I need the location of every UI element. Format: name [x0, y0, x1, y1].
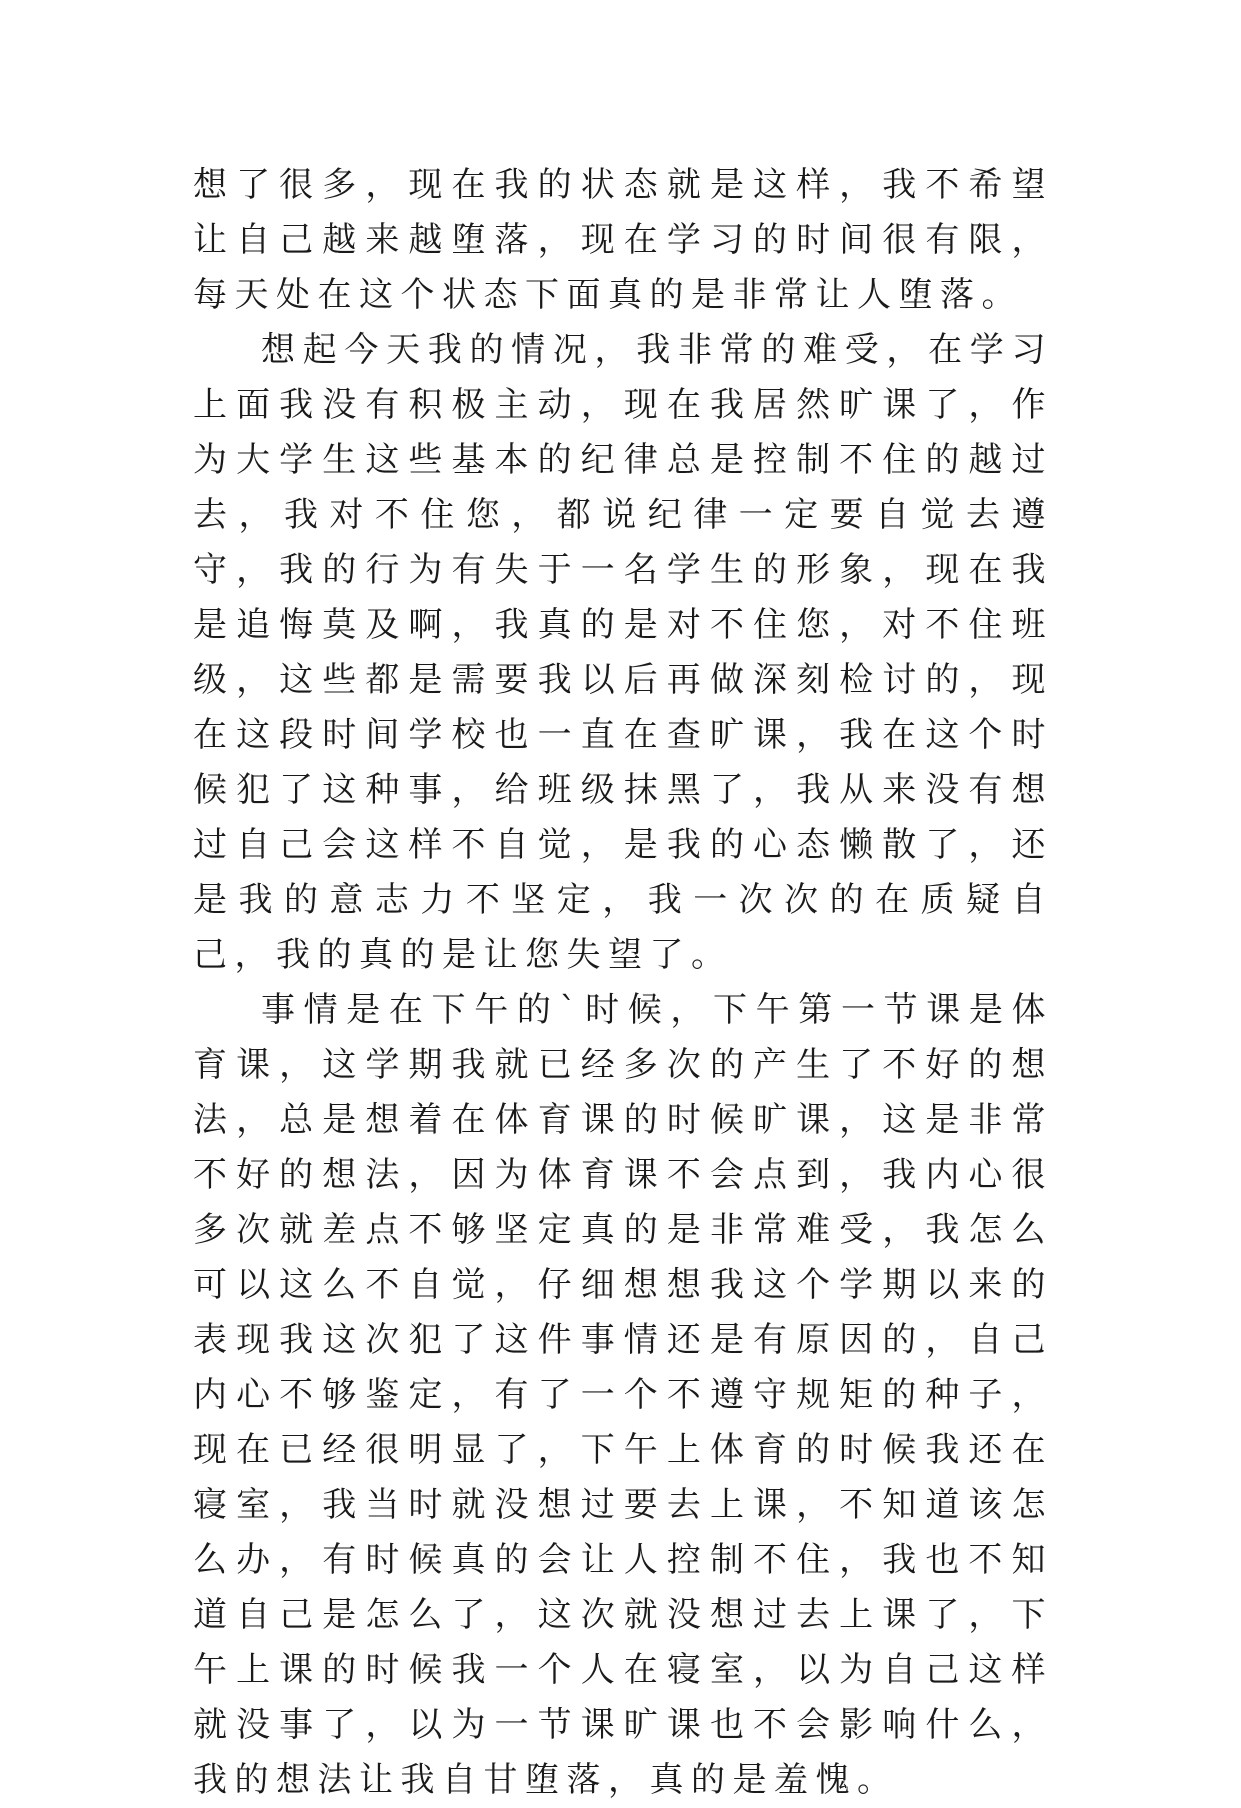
document-body [193, 158, 1053, 1808]
paragraph-continued: 想了很多，现在我的状态就是这样，我不希望让自己越来越堕落，现在学习的时间很有限，每天处在这个状态下面真的是非常让人堕落。 [193, 165, 1053, 315]
paragraph: 事情是在下午的`时候，下午第一节课是体育课，这学期我就已经多次的产生了不好的想法，总是想着在体育课的时候旷课，这是非常不好的想法，因为体育课不会点到，我内心很多次就差点不够坚定真的是非常难受，我怎么可以这么不自觉，仔细想想我这个学期以来的表现我这次犯了这件事情还是有原因的，自己内心不够鉴定，有了一个不遵守规矩的种子，现在已经很明显了，下午上体育的时候我还在寝室，我当时就没想过要去上课，不知道该怎么办，有时候真的会让人控制不住，我也不知道自己是怎么了，这次就没想过去上课了，下午上课的时候我一个人在寝室，以为自己这样就没事了，以为一节课旷课也不会影响什么，我的想法让我自甘堕落，真的是羞愧。 [193, 990, 1053, 1800]
paragraph: 想起今天我的情况，我非常的难受，在学习上面我没有积极主动，现在我居然旷课了，作为大学生这些基本的纪律总是控制不住的越过去，我对不住您，都说纪律一定要自觉去遵守，我的行为有失于一名学生的形象，现在我是追悔莫及啊，我真的是对不住您，对不住班级，这些都是需要我以后再做深刻检讨的，现在这段时间学校也一直在查旷课，我在这个时候犯了这种事，给班级抹黑了，我从来没有想过自己会这样不自觉，是我的心态懒散了，还是我的意志力不坚定，我一次次的在质疑自己，我的真的是让您失望了。 [193, 330, 1053, 975]
